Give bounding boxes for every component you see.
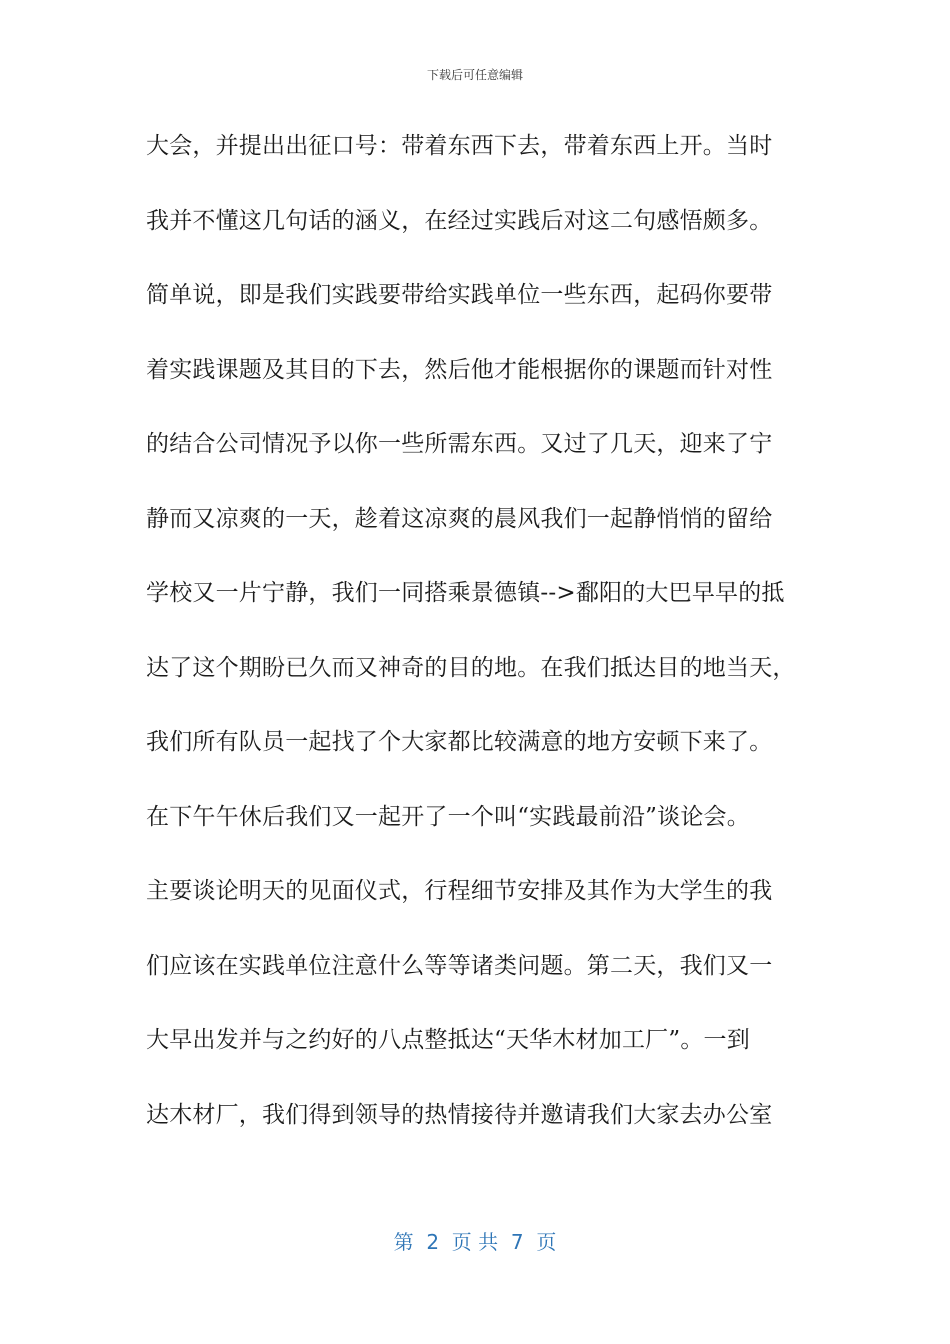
body-line: 静而又凉爽的一天，趁着这凉爽的晨风我们一起静悄悄的留给: [146, 505, 773, 532]
body-line: 我们所有队员一起找了个大家都比较满意的地方安顿下来了。: [146, 729, 773, 755]
body-line: 达木材厂，我们得到领导的热情接待并邀请我们大家去办公室: [146, 1101, 773, 1128]
header-note: 下载后可任意编辑: [426, 68, 523, 82]
body-line: 着实践课题及其目的下去，然后他才能根据你的课题而针对性: [146, 356, 773, 383]
document-body: [146, 124, 826, 1167]
body-line: 的结合公司情况予以你一些所需东西。又过了几天，迎来了宁: [146, 431, 773, 457]
body-line: 学校又一片宁静，我们一同搭乘景德镇-->鄱阳的大巴早早的抵: [146, 580, 785, 606]
body-line: 达了这个期盼已久而又神奇的目的地。在我们抵达目的地当天，: [146, 654, 796, 681]
body-line: 主要谈论明天的见面仪式，行程细节安排及其作为大学生的我: [146, 878, 773, 904]
body-line: 大早出发并与之约好的八点整抵达“天华木材加工厂”。一到: [146, 1027, 750, 1053]
body-line: 大会，并提出出征口号：带着东西下去，带着东西上开。当时: [146, 133, 773, 159]
body-line: 我并不懂这几句话的涵义，在经过实践后对这二句感悟颇多。: [146, 207, 773, 234]
page-number-footer: 第 2 页 共 7 页: [393, 1230, 557, 1254]
body-line: 在下午午休后我们又一起开了一个叫“实践最前沿”谈论会。: [146, 803, 750, 830]
body-line: 们应该在实践单位注意什么等等诸类问题。第二天，我们又一: [146, 952, 773, 979]
body-line: 简单说，即是我们实践要带给实践单位一些东西，起码你要带: [146, 282, 773, 308]
